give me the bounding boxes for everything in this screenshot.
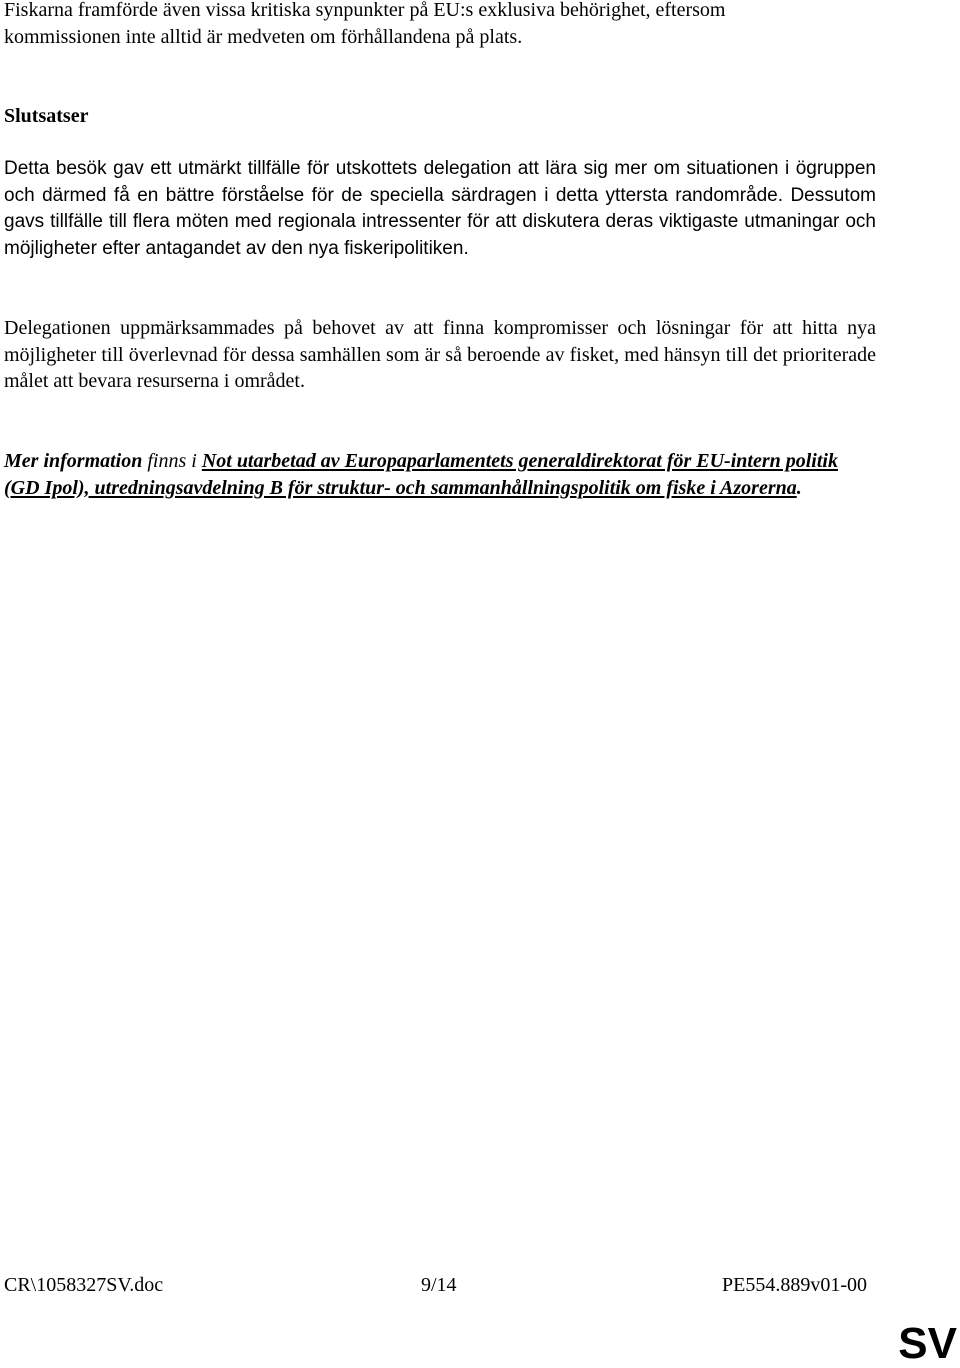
intro-paragraph [4, 0, 876, 50]
conclusion-paragraph [4, 156, 876, 262]
more-info-prefix: Mer information [4, 450, 143, 472]
intro-line-2: kommissionen inte alltid är medveten om förhållandena på plats. [4, 25, 523, 48]
more-info-suffix: . [796, 476, 802, 499]
delegation-paragraph: Delegationen uppmärksammades på behovet av att finna kompromisser och lösningar för att hitta nya möjligheter till överlevnad för dessa samhällen som är så beroende av fisket, med hänsyn till det prioriterade målet att bevara resurserna i området. [4, 317, 876, 392]
more-info-paragraph [4, 448, 864, 501]
language-label: SV [898, 1319, 957, 1368]
intro-line-1: Fiskarna framförde även vissa kritiska synpunkter på EU:s exklusiva behörighet, eftersom [4, 0, 726, 21]
more-info-link[interactable]: Not utarbetad av Europaparlamentets generaldirektorat för EU-intern politik (GD Ipol), utredningsavdelning B för struktur- och sammanhållningspolitik om fiske i Azorerna [4, 450, 838, 499]
footer-page-number: 9/14 [421, 1274, 457, 1296]
footer-pe-number: PE554.889v01-00 [722, 1274, 867, 1296]
more-info-middle: finns i [147, 450, 197, 472]
conclusion-text-sans: Detta besök gav ett utmärkt tillfälle för utskottets delegation att lära sig mer om situationen i ögruppen och därmed få en bättre förståelse för de speciella särdragen i detta yttersta randområde. Dessutom gavs tillfälle till flera möten med regionala intressenter för att diskutera deras viktigaste utmaningar och möjligheter efter antagandet av den nya fiskeripolitiken. [4, 158, 876, 259]
section-heading: Slutsatser [4, 105, 89, 127]
footer-reference: CR\1058327SV.doc [4, 1274, 164, 1296]
